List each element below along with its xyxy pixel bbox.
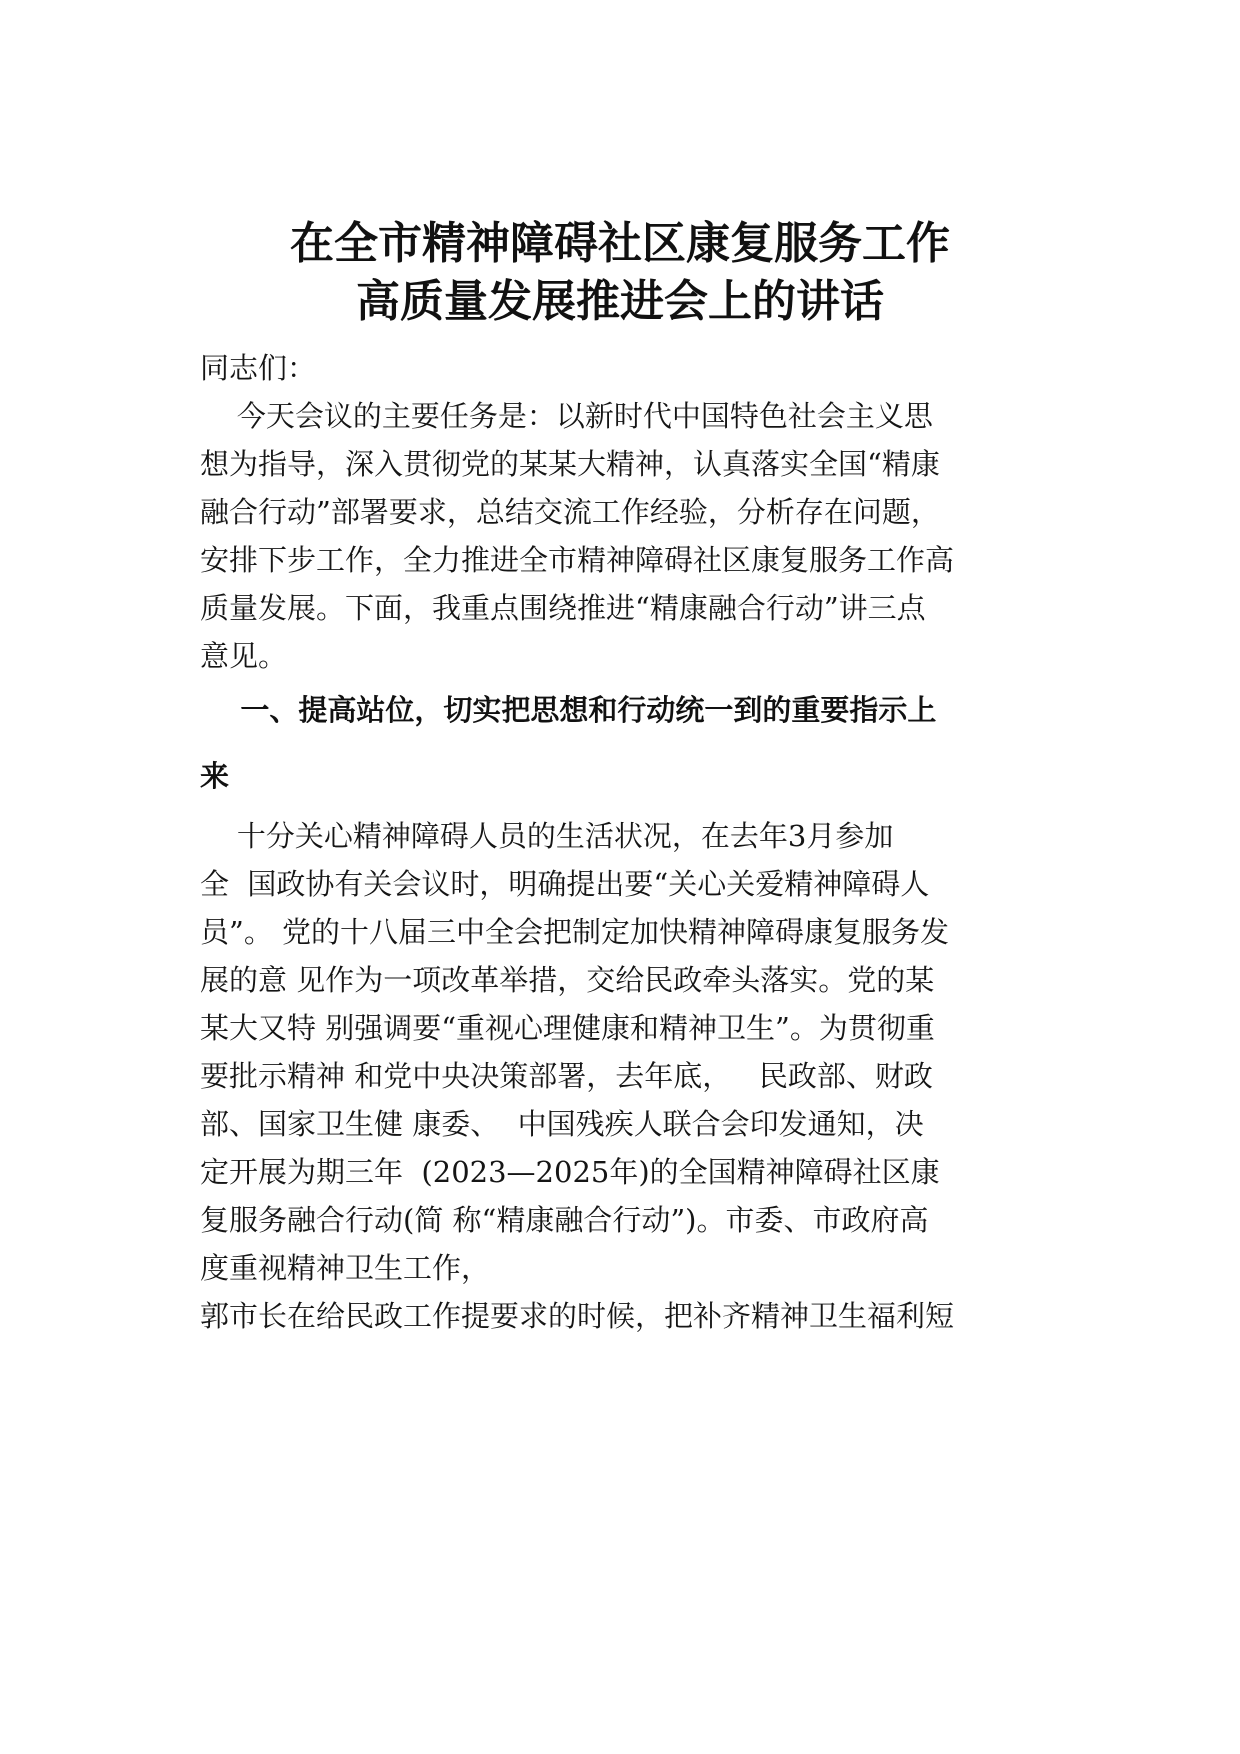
paragraph-line: 融合行动”部署要求，总结交流工作经验，分析存在问题， <box>200 495 940 529</box>
paragraph-line: 想为指导，深入贯彻党的某某大精神，认真落实全国“精康 <box>200 447 940 481</box>
paragraph-line: 十分关心精神障碍人员的生活状况，在去年3月参加 <box>200 819 894 853</box>
paragraph-line: 安排下步工作，全力推进全市精神障碍社区康复服务工作高 <box>200 543 955 577</box>
paragraph-line: 全 国政协有关会议时，明确提出要“关心关爱精神障碍人 <box>200 867 930 901</box>
paragraph-line: 展的意 见作为一项改革举措，交给民政牵头落实。党的某 <box>200 963 935 997</box>
paragraph-line: 某大又特 别强调要“重视心理健康和精神卫生”。为贯彻重 <box>200 1011 935 1045</box>
paragraph-line: 质量发展。下面，我重点围绕推进“精康融合行动”讲三点 <box>200 591 926 625</box>
document-title-line-1: 在全市精神障碍社区康复服务工作 <box>290 218 950 269</box>
paragraph-line: 员”。 党的十八届三中全会把制定加快精神障碍康复服务发 <box>200 915 950 949</box>
paragraph-line: 要批示精神 和党中央决策部署，去年底， 民政部、财政 <box>200 1059 933 1093</box>
paragraph-line: 郭市长在给民政工作提要求的时候，把补齐精神卫生福利短 <box>200 1299 955 1333</box>
section-heading-line: 一、提高站位，切实把思想和行动统一到的重要指示上 <box>200 693 937 727</box>
paragraph-line: 定开展为期三年 (2023—2025年)的全国精神障碍社区康 <box>200 1155 940 1189</box>
document-title-line-2: 高质量发展推进会上的讲话 <box>356 276 884 327</box>
salutation: 同志们： <box>200 351 317 385</box>
section-heading-line: 来 <box>200 759 230 793</box>
paragraph-line: 部、国家卫生健 康委、 中国残疾人联合会印发通知，决 <box>200 1107 924 1141</box>
paragraph-line: 今天会议的主要任务是：以新时代中国特色社会主义思 <box>200 399 933 433</box>
paragraph-line: 意见。 <box>200 639 288 673</box>
paragraph-line: 复服务融合行动(简 称“精康融合行动”)。市委、市政府高 <box>200 1203 929 1237</box>
paragraph-line: 度重视精神卫生工作， <box>200 1251 491 1285</box>
